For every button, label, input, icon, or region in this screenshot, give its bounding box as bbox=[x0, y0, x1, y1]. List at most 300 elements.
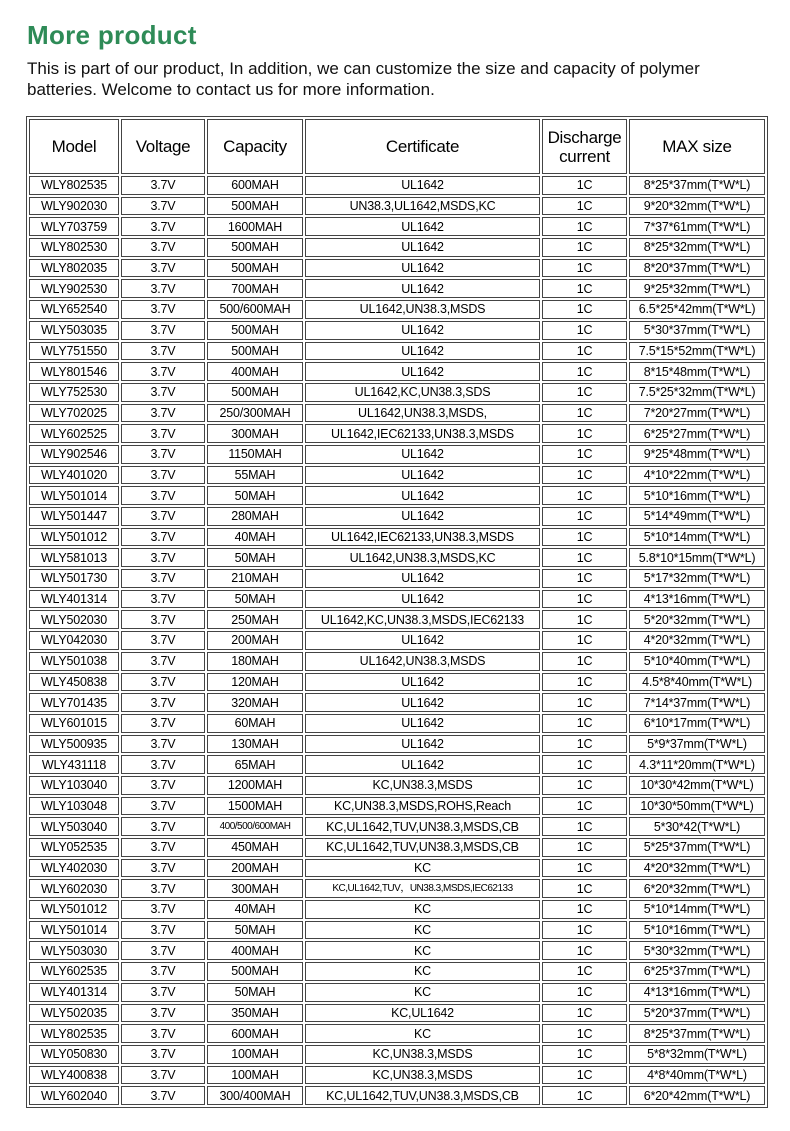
table-row bbox=[29, 486, 765, 505]
table-row bbox=[29, 983, 765, 1002]
cell-certificate: UL1642,UN38.3,MSDS bbox=[305, 652, 540, 671]
cell-capacity: 65MAH bbox=[207, 755, 303, 774]
cell-voltage: 3.7V bbox=[121, 362, 205, 381]
cell-voltage: 3.7V bbox=[121, 590, 205, 609]
cell-certificate: UL1642,KC,UN38.3,MSDS,IEC62133 bbox=[305, 610, 540, 629]
cell-max-size: 7*14*37mm(T*W*L) bbox=[629, 693, 765, 712]
cell-max-size: 7.5*25*32mm(T*W*L) bbox=[629, 383, 765, 402]
cell-voltage: 3.7V bbox=[121, 486, 205, 505]
header-capacity: Capacity bbox=[207, 119, 303, 174]
intro-text: This is part of our product, In addition, we can customize the size and capacity of polymer batteries. Welcome to contact us for more information. bbox=[27, 59, 700, 99]
table-row bbox=[29, 1004, 765, 1023]
cell-discharge-current: 1C bbox=[542, 445, 627, 464]
cell-model: WLY602525 bbox=[29, 424, 119, 443]
cell-max-size: 4*20*32mm(T*W*L) bbox=[629, 859, 765, 878]
header-certificate: Certificate bbox=[305, 119, 540, 174]
cell-model: WLY502030 bbox=[29, 610, 119, 629]
cell-discharge-current: 1C bbox=[542, 424, 627, 443]
cell-capacity: 500MAH bbox=[207, 342, 303, 361]
cell-capacity: 1500MAH bbox=[207, 797, 303, 816]
cell-voltage: 3.7V bbox=[121, 735, 205, 754]
cell-certificate: UL1642,UN38.3,MSDS, bbox=[305, 404, 540, 423]
cell-model: WLY500935 bbox=[29, 735, 119, 754]
cell-certificate: KC bbox=[305, 983, 540, 1002]
cell-max-size: 4*20*32mm(T*W*L) bbox=[629, 631, 765, 650]
table-row bbox=[29, 962, 765, 981]
cell-model: WLY431118 bbox=[29, 755, 119, 774]
cell-capacity: 1600MAH bbox=[207, 217, 303, 236]
cell-max-size: 5*25*37mm(T*W*L) bbox=[629, 838, 765, 857]
cell-voltage: 3.7V bbox=[121, 962, 205, 981]
cell-capacity: 55MAH bbox=[207, 466, 303, 485]
table-row bbox=[29, 673, 765, 692]
cell-max-size: 6*20*32mm(T*W*L) bbox=[629, 879, 765, 898]
cell-capacity: 500MAH bbox=[207, 197, 303, 216]
cell-certificate: KC,UN38.3,MSDS,ROHS,Reach bbox=[305, 797, 540, 816]
cell-certificate: UL1642,KC,UN38.3,SDS bbox=[305, 383, 540, 402]
cell-voltage: 3.7V bbox=[121, 1086, 205, 1105]
cell-max-size: 6.5*25*42mm(T*W*L) bbox=[629, 300, 765, 319]
table-row bbox=[29, 631, 765, 650]
cell-certificate: UL1642 bbox=[305, 590, 540, 609]
cell-max-size: 5*30*37mm(T*W*L) bbox=[629, 321, 765, 340]
cell-voltage: 3.7V bbox=[121, 197, 205, 216]
cell-capacity: 50MAH bbox=[207, 983, 303, 1002]
cell-capacity: 60MAH bbox=[207, 714, 303, 733]
cell-capacity: 100MAH bbox=[207, 1066, 303, 1085]
cell-model: WLY501038 bbox=[29, 652, 119, 671]
cell-max-size: 5*9*37mm(T*W*L) bbox=[629, 735, 765, 754]
table-row bbox=[29, 321, 765, 340]
cell-certificate: KC bbox=[305, 859, 540, 878]
cell-model: WLY701435 bbox=[29, 693, 119, 712]
cell-model: WLY450838 bbox=[29, 673, 119, 692]
cell-capacity: 320MAH bbox=[207, 693, 303, 712]
cell-voltage: 3.7V bbox=[121, 217, 205, 236]
cell-voltage: 3.7V bbox=[121, 776, 205, 795]
cell-model: WLY702025 bbox=[29, 404, 119, 423]
cell-voltage: 3.7V bbox=[121, 1004, 205, 1023]
cell-capacity: 400/500/600MAH bbox=[207, 817, 303, 836]
cell-capacity: 50MAH bbox=[207, 921, 303, 940]
table-row bbox=[29, 217, 765, 236]
cell-max-size: 6*20*42mm(T*W*L) bbox=[629, 1086, 765, 1105]
cell-voltage: 3.7V bbox=[121, 342, 205, 361]
table-row bbox=[29, 755, 765, 774]
cell-discharge-current: 1C bbox=[542, 652, 627, 671]
cell-capacity: 500/600MAH bbox=[207, 300, 303, 319]
cell-model: WLY501730 bbox=[29, 569, 119, 588]
cell-discharge-current: 1C bbox=[542, 342, 627, 361]
cell-model: WLY401314 bbox=[29, 590, 119, 609]
cell-voltage: 3.7V bbox=[121, 714, 205, 733]
cell-model: WLY602030 bbox=[29, 879, 119, 898]
cell-discharge-current: 1C bbox=[542, 507, 627, 526]
cell-voltage: 3.7V bbox=[121, 673, 205, 692]
cell-voltage: 3.7V bbox=[121, 838, 205, 857]
cell-max-size: 5*17*32mm(T*W*L) bbox=[629, 569, 765, 588]
cell-max-size: 7*37*61mm(T*W*L) bbox=[629, 217, 765, 236]
cell-discharge-current: 1C bbox=[542, 1066, 627, 1085]
cell-certificate: UL1642 bbox=[305, 176, 540, 195]
cell-model: WLY503035 bbox=[29, 321, 119, 340]
cell-discharge-current: 1C bbox=[542, 735, 627, 754]
cell-discharge-current: 1C bbox=[542, 259, 627, 278]
cell-certificate: KC bbox=[305, 900, 540, 919]
table-row bbox=[29, 693, 765, 712]
cell-certificate: UL1642 bbox=[305, 755, 540, 774]
cell-max-size: 6*25*27mm(T*W*L) bbox=[629, 424, 765, 443]
cell-model: WLY502035 bbox=[29, 1004, 119, 1023]
cell-voltage: 3.7V bbox=[121, 507, 205, 526]
cell-voltage: 3.7V bbox=[121, 921, 205, 940]
table-row bbox=[29, 197, 765, 216]
cell-certificate: UL1642 bbox=[305, 362, 540, 381]
cell-model: WLY703759 bbox=[29, 217, 119, 236]
cell-certificate: KC bbox=[305, 941, 540, 960]
cell-capacity: 130MAH bbox=[207, 735, 303, 754]
cell-discharge-current: 1C bbox=[542, 238, 627, 257]
cell-capacity: 280MAH bbox=[207, 507, 303, 526]
cell-capacity: 600MAH bbox=[207, 176, 303, 195]
cell-max-size: 4*8*40mm(T*W*L) bbox=[629, 1066, 765, 1085]
cell-model: WLY503040 bbox=[29, 817, 119, 836]
cell-capacity: 250MAH bbox=[207, 610, 303, 629]
cell-max-size: 8*15*48mm(T*W*L) bbox=[629, 362, 765, 381]
cell-discharge-current: 1C bbox=[542, 590, 627, 609]
table-row bbox=[29, 1045, 765, 1064]
cell-certificate: KC,UN38.3,MSDS bbox=[305, 1066, 540, 1085]
table-row bbox=[29, 238, 765, 257]
product-table bbox=[26, 116, 768, 1108]
header-max-size: MAX size bbox=[629, 119, 765, 174]
cell-certificate: UL1642 bbox=[305, 673, 540, 692]
cell-capacity: 300MAH bbox=[207, 424, 303, 443]
cell-discharge-current: 1C bbox=[542, 693, 627, 712]
table-row bbox=[29, 652, 765, 671]
cell-certificate: UL1642,IEC62133,UN38.3,MSDS bbox=[305, 528, 540, 547]
cell-model: WLY802035 bbox=[29, 259, 119, 278]
cell-discharge-current: 1C bbox=[542, 217, 627, 236]
cell-max-size: 5*20*32mm(T*W*L) bbox=[629, 610, 765, 629]
cell-model: WLY503030 bbox=[29, 941, 119, 960]
cell-voltage: 3.7V bbox=[121, 445, 205, 464]
cell-max-size: 6*10*17mm(T*W*L) bbox=[629, 714, 765, 733]
header-model: Model bbox=[29, 119, 119, 174]
table-row bbox=[29, 1024, 765, 1043]
cell-max-size: 10*30*42mm(T*W*L) bbox=[629, 776, 765, 795]
table-row bbox=[29, 941, 765, 960]
cell-discharge-current: 1C bbox=[542, 776, 627, 795]
cell-capacity: 50MAH bbox=[207, 548, 303, 567]
table-row bbox=[29, 590, 765, 609]
cell-model: WLY902546 bbox=[29, 445, 119, 464]
cell-discharge-current: 1C bbox=[542, 941, 627, 960]
cell-certificate: UL1642 bbox=[305, 735, 540, 754]
cell-capacity: 100MAH bbox=[207, 1045, 303, 1064]
table-row bbox=[29, 176, 765, 195]
cell-discharge-current: 1C bbox=[542, 1045, 627, 1064]
cell-voltage: 3.7V bbox=[121, 279, 205, 298]
cell-certificate: KC,UL1642,TUV,UN38.3,MSDS,CB bbox=[305, 838, 540, 857]
cell-certificate: UL1642 bbox=[305, 259, 540, 278]
cell-discharge-current: 1C bbox=[542, 921, 627, 940]
cell-voltage: 3.7V bbox=[121, 797, 205, 816]
cell-certificate: KC bbox=[305, 921, 540, 940]
cell-certificate: UL1642 bbox=[305, 631, 540, 650]
cell-voltage: 3.7V bbox=[121, 404, 205, 423]
cell-max-size: 4.3*11*20mm(T*W*L) bbox=[629, 755, 765, 774]
cell-max-size: 7*20*27mm(T*W*L) bbox=[629, 404, 765, 423]
table-row bbox=[29, 279, 765, 298]
cell-max-size: 4*10*22mm(T*W*L) bbox=[629, 466, 765, 485]
cell-certificate: KC,UL1642,TUV，UN38.3,MSDS,IEC62133 bbox=[305, 879, 540, 898]
cell-discharge-current: 1C bbox=[542, 279, 627, 298]
cell-voltage: 3.7V bbox=[121, 652, 205, 671]
cell-certificate: KC bbox=[305, 962, 540, 981]
table-row bbox=[29, 1086, 765, 1105]
cell-max-size: 5*10*16mm(T*W*L) bbox=[629, 486, 765, 505]
cell-capacity: 120MAH bbox=[207, 673, 303, 692]
cell-capacity: 200MAH bbox=[207, 631, 303, 650]
cell-voltage: 3.7V bbox=[121, 900, 205, 919]
cell-voltage: 3.7V bbox=[121, 1024, 205, 1043]
cell-discharge-current: 1C bbox=[542, 900, 627, 919]
cell-model: WLY501447 bbox=[29, 507, 119, 526]
table-row bbox=[29, 362, 765, 381]
table-body bbox=[29, 176, 765, 1105]
cell-discharge-current: 1C bbox=[542, 879, 627, 898]
cell-discharge-current: 1C bbox=[542, 817, 627, 836]
cell-voltage: 3.7V bbox=[121, 569, 205, 588]
cell-model: WLY103040 bbox=[29, 776, 119, 795]
cell-model: WLY801546 bbox=[29, 362, 119, 381]
cell-max-size: 4.5*8*40mm(T*W*L) bbox=[629, 673, 765, 692]
cell-discharge-current: 1C bbox=[542, 1004, 627, 1023]
cell-discharge-current: 1C bbox=[542, 569, 627, 588]
table-row bbox=[29, 569, 765, 588]
cell-discharge-current: 1C bbox=[542, 383, 627, 402]
cell-voltage: 3.7V bbox=[121, 528, 205, 547]
cell-model: WLY602040 bbox=[29, 1086, 119, 1105]
cell-capacity: 50MAH bbox=[207, 486, 303, 505]
cell-discharge-current: 1C bbox=[542, 631, 627, 650]
cell-capacity: 250/300MAH bbox=[207, 404, 303, 423]
cell-discharge-current: 1C bbox=[542, 466, 627, 485]
table-row bbox=[29, 548, 765, 567]
cell-certificate: UL1642 bbox=[305, 714, 540, 733]
cell-model: WLY601015 bbox=[29, 714, 119, 733]
cell-model: WLY501012 bbox=[29, 528, 119, 547]
cell-model: WLY802535 bbox=[29, 1024, 119, 1043]
cell-voltage: 3.7V bbox=[121, 300, 205, 319]
cell-discharge-current: 1C bbox=[542, 300, 627, 319]
cell-capacity: 500MAH bbox=[207, 962, 303, 981]
cell-certificate: UL1642 bbox=[305, 342, 540, 361]
cell-discharge-current: 1C bbox=[542, 673, 627, 692]
page-title: More product bbox=[27, 20, 197, 50]
cell-voltage: 3.7V bbox=[121, 941, 205, 960]
cell-model: WLY103048 bbox=[29, 797, 119, 816]
cell-voltage: 3.7V bbox=[121, 879, 205, 898]
cell-discharge-current: 1C bbox=[542, 528, 627, 547]
table-row bbox=[29, 342, 765, 361]
cell-model: WLY581013 bbox=[29, 548, 119, 567]
cell-voltage: 3.7V bbox=[121, 466, 205, 485]
cell-max-size: 5*30*32mm(T*W*L) bbox=[629, 941, 765, 960]
cell-max-size: 5*10*16mm(T*W*L) bbox=[629, 921, 765, 940]
cell-max-size: 8*25*37mm(T*W*L) bbox=[629, 176, 765, 195]
cell-max-size: 5*8*32mm(T*W*L) bbox=[629, 1045, 765, 1064]
cell-max-size: 4*13*16mm(T*W*L) bbox=[629, 983, 765, 1002]
cell-voltage: 3.7V bbox=[121, 983, 205, 1002]
cell-max-size: 5*14*49mm(T*W*L) bbox=[629, 507, 765, 526]
cell-max-size: 5*10*14mm(T*W*L) bbox=[629, 528, 765, 547]
cell-certificate: UL1642 bbox=[305, 217, 540, 236]
table-row bbox=[29, 466, 765, 485]
cell-model: WLY052535 bbox=[29, 838, 119, 857]
cell-discharge-current: 1C bbox=[542, 548, 627, 567]
cell-discharge-current: 1C bbox=[542, 176, 627, 195]
cell-discharge-current: 1C bbox=[542, 1086, 627, 1105]
cell-discharge-current: 1C bbox=[542, 755, 627, 774]
cell-certificate: KC,UN38.3,MSDS bbox=[305, 776, 540, 795]
cell-capacity: 400MAH bbox=[207, 941, 303, 960]
cell-certificate: UL1642 bbox=[305, 279, 540, 298]
header-voltage: Voltage bbox=[121, 119, 205, 174]
cell-model: WLY501014 bbox=[29, 921, 119, 940]
cell-model: WLY902530 bbox=[29, 279, 119, 298]
table-row bbox=[29, 424, 765, 443]
cell-certificate: UL1642 bbox=[305, 238, 540, 257]
cell-discharge-current: 1C bbox=[542, 983, 627, 1002]
cell-model: WLY501014 bbox=[29, 486, 119, 505]
cell-model: WLY902030 bbox=[29, 197, 119, 216]
cell-certificate: KC,UN38.3,MSDS bbox=[305, 1045, 540, 1064]
cell-model: WLY752530 bbox=[29, 383, 119, 402]
cell-model: WLY501012 bbox=[29, 900, 119, 919]
cell-capacity: 500MAH bbox=[207, 238, 303, 257]
cell-max-size: 9*20*32mm(T*W*L) bbox=[629, 197, 765, 216]
header-discharge-current: Discharge current bbox=[542, 119, 627, 174]
cell-capacity: 200MAH bbox=[207, 859, 303, 878]
cell-max-size: 5*30*42(T*W*L) bbox=[629, 817, 765, 836]
table-row bbox=[29, 900, 765, 919]
cell-capacity: 500MAH bbox=[207, 259, 303, 278]
cell-model: WLY401020 bbox=[29, 466, 119, 485]
cell-capacity: 1150MAH bbox=[207, 445, 303, 464]
cell-discharge-current: 1C bbox=[542, 404, 627, 423]
cell-voltage: 3.7V bbox=[121, 693, 205, 712]
cell-max-size: 6*25*37mm(T*W*L) bbox=[629, 962, 765, 981]
cell-voltage: 3.7V bbox=[121, 610, 205, 629]
cell-voltage: 3.7V bbox=[121, 548, 205, 567]
cell-voltage: 3.7V bbox=[121, 176, 205, 195]
cell-voltage: 3.7V bbox=[121, 321, 205, 340]
cell-certificate: UL1642 bbox=[305, 321, 540, 340]
cell-voltage: 3.7V bbox=[121, 859, 205, 878]
cell-certificate: KC bbox=[305, 1024, 540, 1043]
table-row bbox=[29, 714, 765, 733]
cell-certificate: UL1642 bbox=[305, 693, 540, 712]
table-row bbox=[29, 921, 765, 940]
table-row bbox=[29, 838, 765, 857]
cell-voltage: 3.7V bbox=[121, 1045, 205, 1064]
table-row bbox=[29, 528, 765, 547]
cell-max-size: 5*10*14mm(T*W*L) bbox=[629, 900, 765, 919]
cell-capacity: 500MAH bbox=[207, 383, 303, 402]
table-row bbox=[29, 404, 765, 423]
cell-discharge-current: 1C bbox=[542, 362, 627, 381]
cell-discharge-current: 1C bbox=[542, 321, 627, 340]
cell-discharge-current: 1C bbox=[542, 797, 627, 816]
cell-model: WLY802530 bbox=[29, 238, 119, 257]
cell-model: WLY751550 bbox=[29, 342, 119, 361]
cell-capacity: 50MAH bbox=[207, 590, 303, 609]
table-row bbox=[29, 817, 765, 836]
cell-voltage: 3.7V bbox=[121, 817, 205, 836]
cell-discharge-current: 1C bbox=[542, 610, 627, 629]
table-row bbox=[29, 776, 765, 795]
cell-discharge-current: 1C bbox=[542, 197, 627, 216]
cell-capacity: 350MAH bbox=[207, 1004, 303, 1023]
cell-capacity: 210MAH bbox=[207, 569, 303, 588]
table-row bbox=[29, 610, 765, 629]
table-row bbox=[29, 445, 765, 464]
cell-model: WLY652540 bbox=[29, 300, 119, 319]
cell-max-size: 4*13*16mm(T*W*L) bbox=[629, 590, 765, 609]
cell-voltage: 3.7V bbox=[121, 755, 205, 774]
cell-voltage: 3.7V bbox=[121, 424, 205, 443]
cell-max-size: 7.5*15*52mm(T*W*L) bbox=[629, 342, 765, 361]
cell-certificate: UL1642 bbox=[305, 507, 540, 526]
cell-voltage: 3.7V bbox=[121, 238, 205, 257]
table-row bbox=[29, 735, 765, 754]
cell-model: WLY042030 bbox=[29, 631, 119, 650]
cell-discharge-current: 1C bbox=[542, 486, 627, 505]
cell-max-size: 5*20*37mm(T*W*L) bbox=[629, 1004, 765, 1023]
cell-discharge-current: 1C bbox=[542, 838, 627, 857]
cell-capacity: 300/400MAH bbox=[207, 1086, 303, 1105]
cell-certificate: UL1642 bbox=[305, 445, 540, 464]
cell-capacity: 400MAH bbox=[207, 362, 303, 381]
cell-voltage: 3.7V bbox=[121, 259, 205, 278]
table-row bbox=[29, 300, 765, 319]
cell-voltage: 3.7V bbox=[121, 383, 205, 402]
cell-model: WLY400838 bbox=[29, 1066, 119, 1085]
cell-discharge-current: 1C bbox=[542, 859, 627, 878]
cell-voltage: 3.7V bbox=[121, 1066, 205, 1085]
table-row bbox=[29, 859, 765, 878]
cell-capacity: 500MAH bbox=[207, 321, 303, 340]
cell-capacity: 40MAH bbox=[207, 528, 303, 547]
cell-certificate: KC,UL1642,TUV,UN38.3,MSDS,CB bbox=[305, 1086, 540, 1105]
cell-model: WLY402030 bbox=[29, 859, 119, 878]
cell-capacity: 300MAH bbox=[207, 879, 303, 898]
cell-capacity: 1200MAH bbox=[207, 776, 303, 795]
table-row bbox=[29, 1066, 765, 1085]
cell-max-size: 5*10*40mm(T*W*L) bbox=[629, 652, 765, 671]
cell-certificate: UL1642,IEC62133,UN38.3,MSDS bbox=[305, 424, 540, 443]
cell-certificate: KC,UL1642 bbox=[305, 1004, 540, 1023]
cell-capacity: 700MAH bbox=[207, 279, 303, 298]
cell-voltage: 3.7V bbox=[121, 631, 205, 650]
cell-max-size: 8*20*37mm(T*W*L) bbox=[629, 259, 765, 278]
cell-discharge-current: 1C bbox=[542, 962, 627, 981]
cell-discharge-current: 1C bbox=[542, 1024, 627, 1043]
cell-model: WLY602535 bbox=[29, 962, 119, 981]
table-row bbox=[29, 383, 765, 402]
